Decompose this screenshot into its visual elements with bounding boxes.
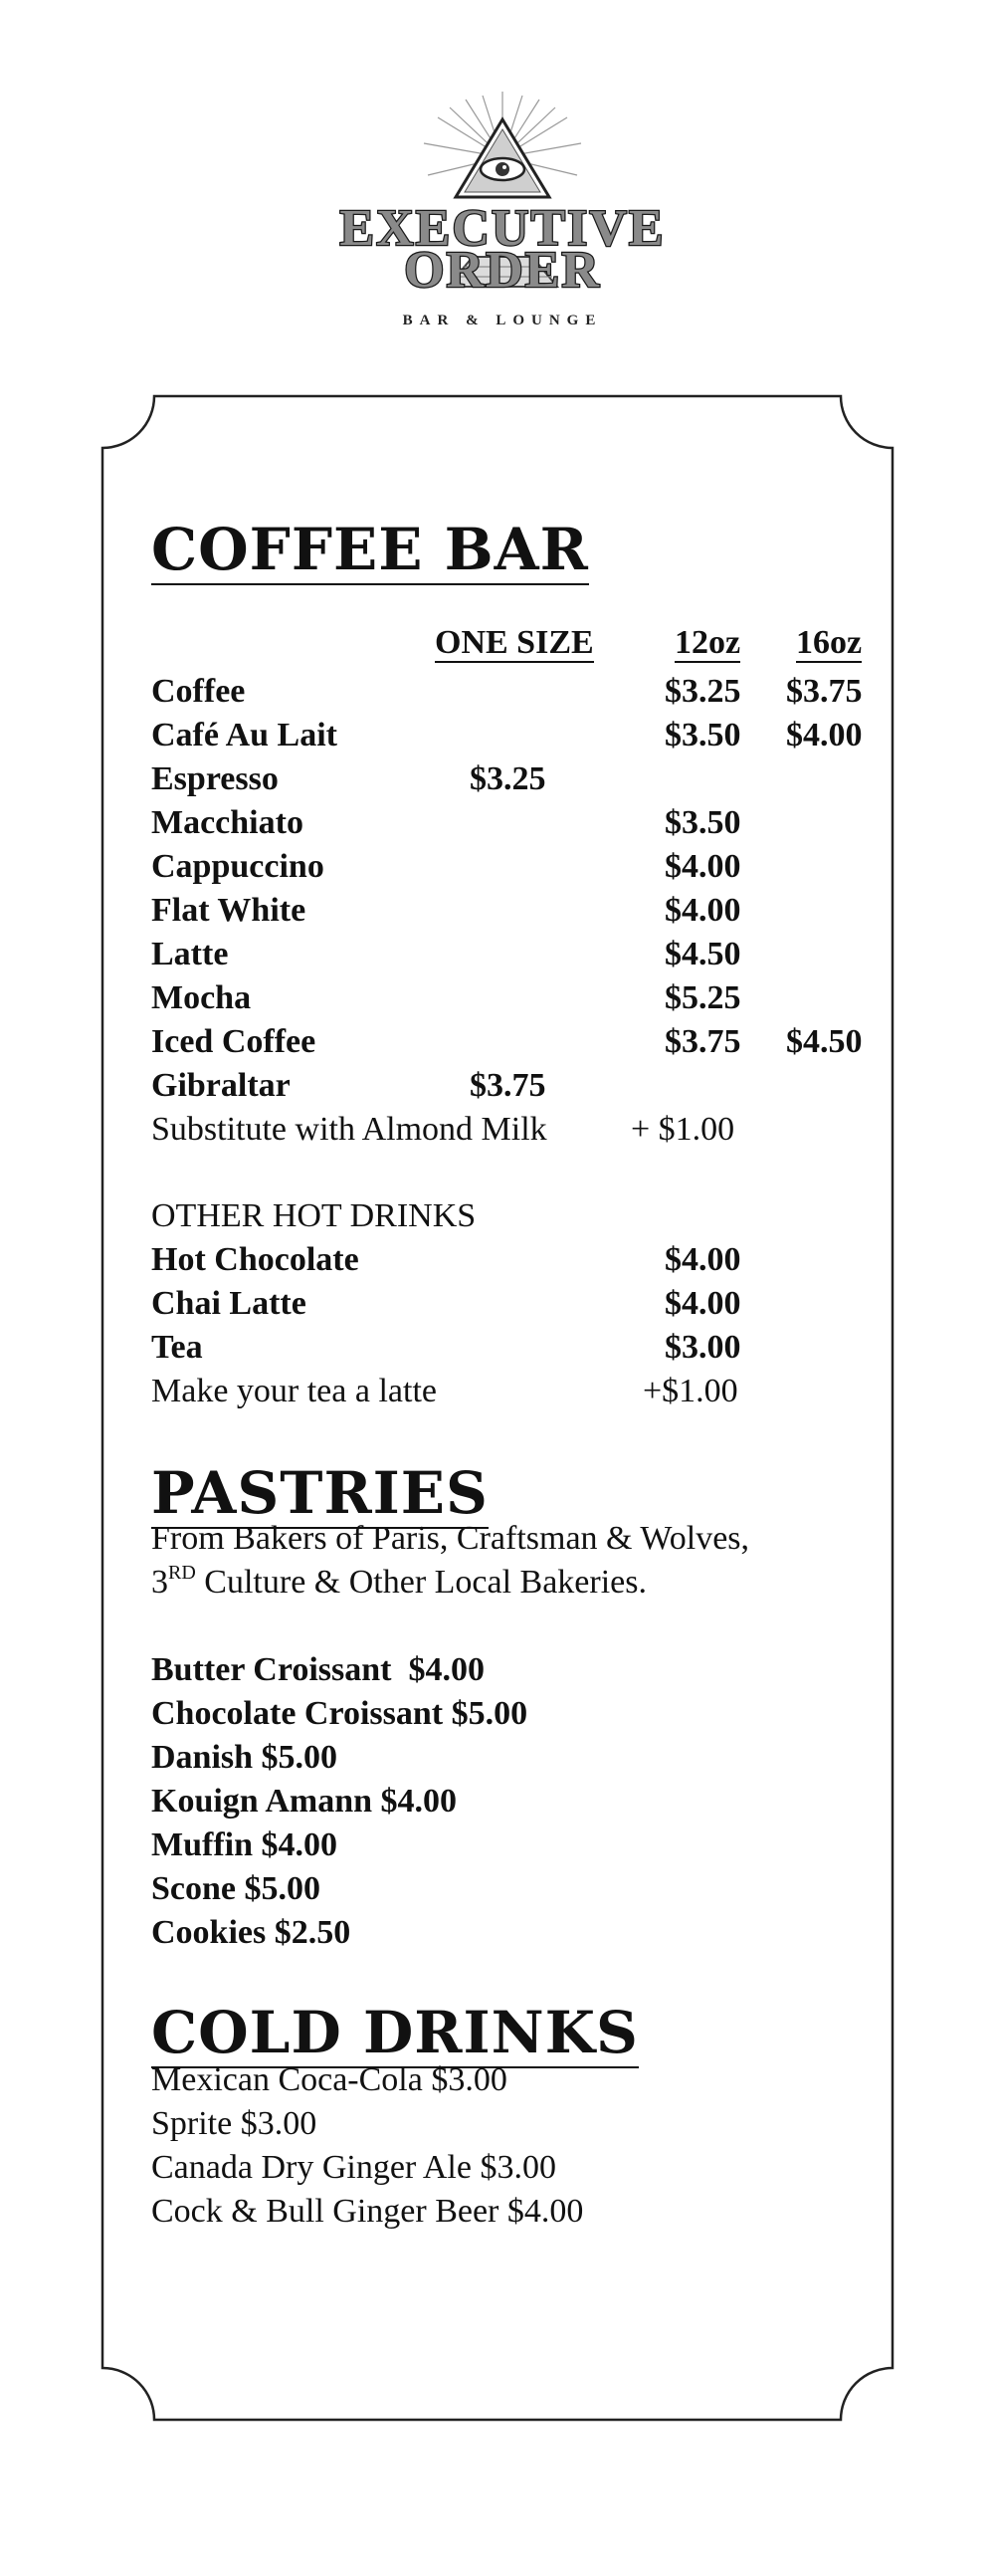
column-header-12oz: 12oz (675, 624, 741, 661)
item-price: $4.00 (665, 1241, 741, 1278)
logo-tagline: BAR & LOUNGE (402, 313, 603, 328)
price-12oz: $4.00 (665, 848, 741, 885)
price-16oz: $4.50 (786, 1023, 863, 1060)
item-price: $3.00 (665, 1329, 741, 1366)
menu-row-chai-latte (0, 1282, 995, 1326)
pastry-item: Butter Croissant $4.00 (151, 1651, 485, 1688)
item-name: Café Au Lait (151, 717, 337, 753)
column-header-16oz: 16oz (796, 624, 863, 661)
item-name: Macchiato (151, 804, 303, 841)
item-name: Substitute with Almond Milk (151, 1111, 547, 1148)
cold-drink-item: Cock & Bull Ginger Beer $4.00 (151, 2193, 584, 2230)
pastry-item: Scone $5.00 (151, 1870, 320, 1907)
price-12oz: $4.00 (665, 892, 741, 929)
addon-price: + $1.00 (631, 1111, 735, 1148)
section-title-cold-drinks: COLD DRINKS (151, 1999, 639, 2066)
item-name: Cappuccino (151, 848, 324, 885)
item-name: Latte (151, 936, 229, 972)
pastries-description-line-1: From Bakers of Paris, Craftsman & Wolves, (151, 1520, 750, 1557)
item-name: Mocha (151, 979, 252, 1016)
pastry-item: Kouign Amann $4.00 (151, 1783, 458, 1820)
price-12oz: $3.50 (665, 804, 741, 841)
pastry-item: Chocolate Croissant $5.00 (151, 1695, 528, 1732)
price-one-size: $3.75 (470, 1067, 546, 1104)
menu-row-espresso (0, 757, 995, 801)
price-12oz: $5.25 (665, 979, 741, 1016)
item-name: Hot Chocolate (151, 1241, 359, 1278)
cold-drink-item: Sprite $3.00 (151, 2105, 317, 2142)
column-header-one-size: ONE SIZE (435, 624, 594, 661)
price-12oz: $3.25 (665, 673, 741, 710)
menu-row-tea (0, 1326, 995, 1370)
menu-row-macchiato (0, 801, 995, 845)
pastry-item: Danish $5.00 (151, 1739, 338, 1776)
item-name: Iced Coffee (151, 1023, 316, 1060)
price-16oz: $4.00 (786, 717, 863, 753)
menu-row-gibraltar (0, 1064, 995, 1108)
section-title-pastries: PASTRIES (151, 1459, 489, 1527)
item-name: Chai Latte (151, 1285, 306, 1322)
subsection-title-other-hot-drinks: OTHER HOT DRINKS (151, 1197, 477, 1234)
price-12oz: $4.50 (665, 936, 741, 972)
cold-drink-item: Canada Dry Ginger Ale $3.00 (151, 2149, 556, 2186)
menu-row-mocha (0, 976, 995, 1020)
menu-row-almond-milk-substitute (0, 1108, 995, 1152)
menu-row-cappuccino (0, 845, 995, 889)
item-name: Flat White (151, 892, 306, 929)
menu-row-latte (0, 933, 995, 976)
menu-row-iced-coffee (0, 1020, 995, 1064)
menu-row-cafe-au-lait (0, 714, 995, 757)
item-name: Espresso (151, 760, 279, 797)
price-16oz: $3.75 (786, 673, 863, 710)
item-name: Coffee (151, 673, 246, 710)
addon-price: +$1.00 (643, 1373, 738, 1409)
pastries-description-line-2: 3RD Culture & Other Local Bakeries. (151, 1562, 647, 1601)
logo-word-order: ORDER (404, 242, 601, 299)
price-one-size: $3.25 (470, 760, 546, 797)
menu-row-coffee (0, 670, 995, 714)
pastry-item: Cookies $2.50 (151, 1914, 351, 1951)
item-name: Tea (151, 1329, 203, 1366)
item-price: $4.00 (665, 1285, 741, 1322)
price-12oz: $3.50 (665, 717, 741, 753)
cold-drink-item: Mexican Coca-Cola $3.00 (151, 2061, 507, 2098)
logo-word-executive: EXECUTIVE (339, 200, 666, 257)
item-name: Gibraltar (151, 1067, 291, 1104)
item-name: Make your tea a latte (151, 1373, 437, 1409)
pastry-item: Muffin $4.00 (151, 1826, 337, 1863)
menu-row-hot-chocolate (0, 1238, 995, 1282)
menu-row-flat-white (0, 889, 995, 933)
price-12oz: $3.75 (665, 1023, 741, 1060)
menu-row-tea-latte-addon (0, 1370, 995, 1413)
section-title-coffee-bar: COFFEE BAR (151, 516, 589, 583)
